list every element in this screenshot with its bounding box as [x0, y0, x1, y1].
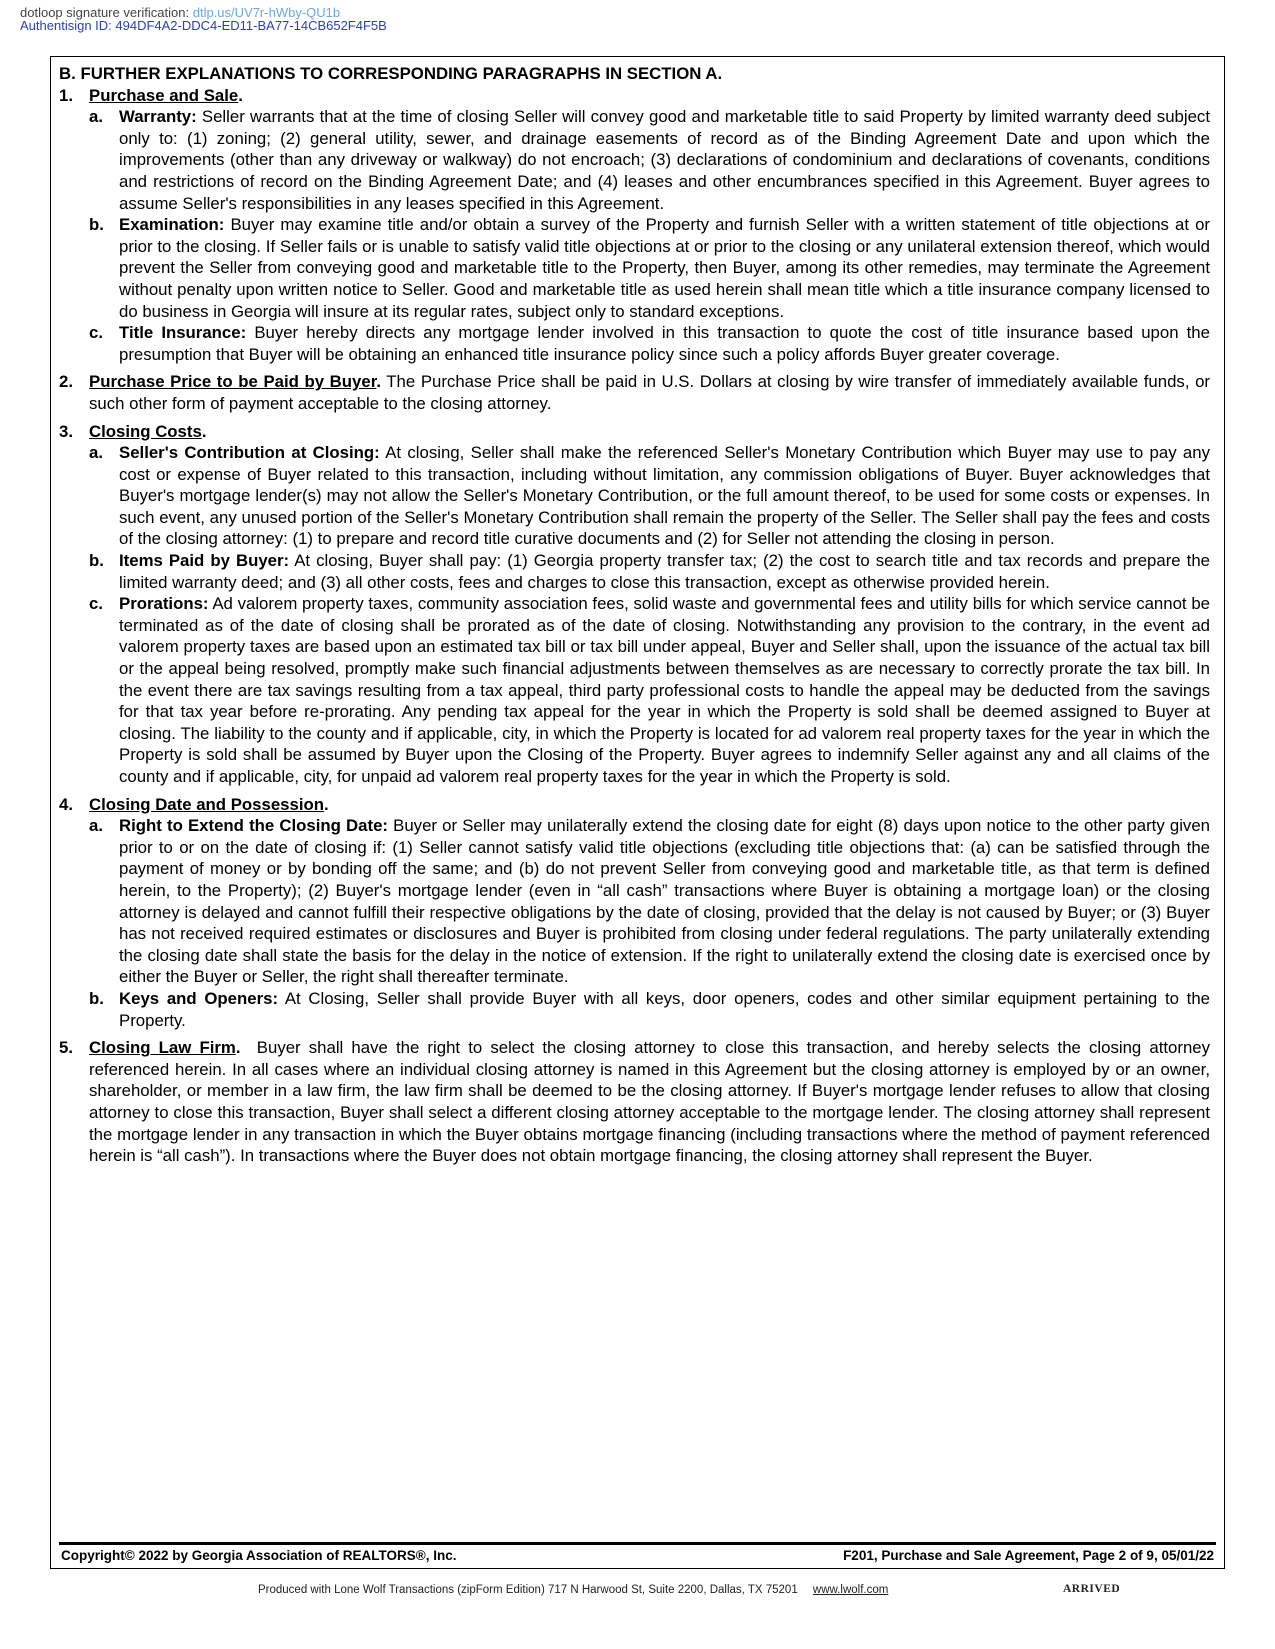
- form-identifier: F201, Purchase and Sale Agreement, Page 2 of 9, 05/01/22: [843, 1548, 1214, 1563]
- verification-label: dotloop signature verification:: [20, 5, 190, 20]
- section-2-purchase-price: 2. Purchase Price to be Paid by Buyer. The Purchase Price shall be paid in U.S. Dollars at closing by wire transfer of immediately available funds, or such other form of payment acceptable to the closing attorney.: [59, 372, 1211, 413]
- subsection-text: Buyer hereby directs any mortgage lender involved in this transaction to quote the cost of title insurance based upon the presumption that Buyer will be obtaining an enhanced title insurance policy since such a policy affords Buyer greater coverage.: [119, 323, 1210, 364]
- produced-with-note: [258, 1584, 888, 1596]
- subsection-title: Warranty:: [119, 107, 197, 127]
- subsection-letter: c.: [89, 594, 103, 614]
- section-title: Purchase Price to be Paid by Buyer: [89, 372, 377, 392]
- produced-with-text: Produced with Lone Wolf Transactions (zipForm Edition) 717 N Harwood St, Suite 2200, Dallas, TX 75201: [258, 1584, 798, 1596]
- section-title: Closing Date and Possession: [89, 794, 324, 814]
- lwolf-link[interactable]: www.lwolf.com: [812, 1584, 889, 1596]
- section-text: Buyer shall have the right to select the closing attorney to close this transaction, and hereby selects the closing attorney referenced herein. In all cases where an individual closing attorney is named in this Agreement but the closing attorney is employed by or an owner, shareholder, or member in a law firm, the law firm shall be deemed to be the closing attorney. If Buyer's mortgage lender refuses to allow that closing attorney to close this transaction, Buyer shall select a different closing attorney acceptable to the mortgage lender. The closing attorney shall represent the mortgage lender in any transaction in which the Buyer obtains mortgage financing (including transactions where the method of payment referenced herein is “all cash”). In transactions where the Buyer does not obtain mortgage financing, the closing attorney shall represent the Buyer.: [89, 1038, 1211, 1166]
- section-title: Purchase and Sale: [89, 85, 239, 105]
- subsection-letter: b.: [89, 551, 104, 571]
- verification-link[interactable]: dtlp.us/UV7r-hWby-QU1b: [192, 5, 341, 20]
- subsection-4b-keys-and-openers: [89, 988, 1210, 1031]
- section-b-heading: B. FURTHER EXPLANATIONS TO CORRESPONDING PARAGRAPHS IN SECTION A.: [59, 64, 723, 83]
- document-frame: [50, 56, 1225, 1569]
- subsection-text: Ad valorem property taxes, community association fees, solid waste and governmental fees and utility bills for which service cannot be terminated as of the date of closing shall be prorated as of the date of closing. Notwithstanding any provision to the contrary, in the event ad valorem property taxes are based upon an estimated tax bill or tax bill under appeal, Buyer and Seller shall, upon the issuance of the actual tax bill or the appeal being resolved, promptly make such financial adjustments between themselves as are necessary to correctly prorate the tax bill. In the event there are tax savings resulting from a tax appeal, third party professional costs to handle the appeal may be deducted from the savings for that tax year before re-prorating. Any pending tax appeal for the year in which the Property is sold shall be deemed assigned to Buyer at closing. The liability to the county and if applicable, city, in which the Property is located for ad valorem real property taxes for the year in which the Property is sold shall be assumed by Buyer upon the Closing of the Property. Buyer agrees to indemnify Seller against any and all claims of the county and if applicable, city, for unpaid ad valorem real property taxes for the year in which the Property is sold.: [119, 594, 1210, 786]
- subsection-1a-warranty: [89, 106, 1210, 214]
- section-1-purchase-and-sale: 1. Purchase and Sale. a. Warranty: Seller warrants that at the time of closing Seller will convey good and marketable title to said Property by limited warranty deed subject only to: (1) zoning; (2) general utility, sewer, and drainage easements of record as of the Binding Agreement Date and upon which the improvements (other than any driveway or walkway) do not encroach; (3) declarations of condominium and declarations of covenants, conditions and restrictions of record on the Binding Agreement Date; and (4) leases and other encumbrances specified in this Agreement. Buyer agrees to assume Seller's responsibilities in any leases specified in this Agreement. b. Examination: Buyer may examine title and/or obtain a survey of the Property and furnish Seller with a written statement of title objections at or prior to the closing. If Seller fails or is unable to satisfy valid title objections at or prior to the closing or any unilateral extension thereof, which would prevent the Seller from conveying good and marketable title to the Property, then Buyer, among its other remedies, may terminate the Agreement without penalty upon written notice to Seller. Good and marketable title as used herein shall mean title which a title insurance company licensed to do business in Georgia will insure at its regular rates, subject only to standard exceptions. c. Title Insurance: Buyer hereby directs any mortgage lender involved in this transaction to quote the cost of title insurance based upon the presumption that Buyer will be obtaining an enhanced title insurance policy since such a policy affords Buyer greater coverage.: [59, 85, 1210, 364]
- section-number: 2.: [59, 372, 73, 392]
- copyright-notice: Copyright© 2022 by Georgia Association of REALTORS®, Inc.: [61, 1548, 457, 1563]
- section-number: 1.: [59, 85, 73, 105]
- section-number: 3.: [59, 421, 73, 441]
- subsection-text: At closing, Seller shall make the referenced Seller's Monetary Contribution which Buyer may use to pay any cost or expense of Buyer related to this transaction, including without limitation, any commission obligations of Buyer. Buyer acknowledges that Buyer's mortgage lender(s) may not allow the Seller's Monetary Contribution, or the full amount thereof, to be used for some costs or expenses. In such event, any unused portion of the Seller's Monetary Contribution shall remain the property of the Seller. The Seller shall pay the fees and costs of the closing attorney: (1) to prepare and record title curative documents and (2) for Seller not attending the closing in person.: [119, 443, 1210, 549]
- subsection-letter: a.: [89, 107, 103, 127]
- section-4-closing-date: 4. Closing Date and Possession. a. Right to Extend the Closing Date: Buyer or Seller may unilaterally extend the closing date for eight (8) days upon notice to the other party given prior to or on the date of closing if: (1) Seller cannot satisfy valid title objections (excluding title objections that: (a) can be satisfied through the payment of money or by bonding off the same; and (b) do not prevent Seller from conveying good and marketable title, as that term is defined herein, to the Property); (2) Buyer's mortgage lender (even in “all cash” transactions where Buyer is obtaining a mortgage loan) or the closing attorney is delayed and cannot fulfill their respective obligations by the date of closing, provided that the delay is not caused by Buyer; or (3) Buyer has not received required estimates or disclosures and Buyer is prohibited from closing under federal regulations. The party unilaterally extending the closing date shall state the basis for the delay in the notice of extension. If the right to unilaterally extend the closing date is exercised once by either the Buyer or Seller, the right shall thereafter terminate. b. Keys and Openers: At Closing, Seller shall provide Buyer with all keys, door openers, codes and other similar equipment pertaining to the Property.: [59, 794, 1210, 1030]
- subsection-1b-examination: [89, 214, 1210, 322]
- subsection-4a-right-to-extend: [89, 815, 1210, 988]
- subsection-1c-title-insurance: [89, 322, 1210, 365]
- subsection-letter: c.: [89, 323, 103, 343]
- subsection-text: Buyer or Seller may unilaterally extend the closing date for eight (8) days upon notice to the other party given prior to or on the date of closing if: (1) Seller cannot satisfy valid title objections (excluding title objections that: (a) can be satisfied through the payment of money or by bonding off the same; and (b) do not prevent Seller from conveying good and marketable title, as that term is defined herein, to the Property); (2) Buyer's mortgage lender (even in “all cash” transactions where Buyer is obtaining a mortgage loan) or the closing attorney is delayed and cannot fulfill their respective obligations by the date of closing, provided that the delay is not caused by Buyer; or (3) Buyer has not received required estimates or disclosures and Buyer is prohibited from closing under federal regulations. The party unilaterally extending the closing date shall state the basis for the delay in the notice of extension. If the right to unilaterally extend the closing date is exercised once by either the Buyer or Seller, the right shall thereafter terminate.: [119, 816, 1210, 987]
- subsection-title: Seller's Contribution at Closing:: [119, 443, 380, 463]
- subsection-letter: b.: [89, 215, 104, 235]
- subsection-3a-seller-contribution: [89, 442, 1210, 550]
- subsection-letter: a.: [89, 443, 103, 463]
- subsection-text: At closing, Buyer shall pay: (1) Georgia property transfer tax; (2) the cost to search title and tax records and prepare the limited warranty deed; and (3) all other costs, fees and charges to close this transaction, except as otherwise provided herein.: [119, 551, 1210, 592]
- arrived-stamp: ARRIVED: [1063, 1583, 1121, 1595]
- section-number: 5.: [59, 1038, 73, 1058]
- section-b-content: [59, 63, 1210, 1167]
- subsection-title: Items Paid by Buyer:: [119, 551, 290, 571]
- subsection-title: Examination:: [119, 215, 225, 235]
- subsection-letter: b.: [89, 988, 104, 1008]
- subsection-title: Right to Extend the Closing Date:: [119, 816, 389, 836]
- subsection-text: Seller warrants that at the time of closing Seller will convey good and marketable title to said Property by limited warranty deed subject only to: (1) zoning; (2) general utility, sewer, and drainage easements of record as of the Binding Agreement Date and upon which the improvements (other than any driveway or walkway) do not encroach; (3) declarations of condominium and declarations of covenants, conditions and restrictions of record on the Binding Agreement Date; and (4) leases and other encumbrances specified in this Agreement. Buyer agrees to assume Seller's responsibilities in any leases specified in this Agreement.: [119, 107, 1210, 213]
- section-number: 4.: [59, 794, 73, 814]
- subsection-title: Keys and Openers:: [119, 988, 279, 1008]
- section-text: The Purchase Price shall be paid in U.S. Dollars at closing by wire transfer of immediately available funds, or such other form of payment acceptable to the closing attorney.: [89, 372, 1211, 413]
- subsection-3c-prorations: [89, 593, 1210, 787]
- section-3-closing-costs: 3. Closing Costs. a. Seller's Contribution at Closing: At closing, Seller shall make the referenced Seller's Monetary Contribution which Buyer may use to pay any cost or expense of Buyer related to this transaction, including without limitation, any commission obligations of Buyer. Buyer acknowledges that Buyer's mortgage lender(s) may not allow the Seller's Monetary Contribution, or the full amount thereof, to be used for some costs or expenses. In such event, any unused portion of the Seller's Monetary Contribution shall remain the property of the Seller. The Seller shall pay the fees and costs of the closing attorney: (1) to prepare and record title curative documents and (2) for Seller not attending the closing in person. b. Items Paid by Buyer: At closing, Buyer shall pay: (1) Georgia property transfer tax; (2) the cost to search title and tax records and prepare the limited warranty deed; and (3) all other costs, fees and charges to close this transaction, except as otherwise provided herein. c. Prorations: Ad valorem property taxes, community association fees, solid waste and governmental fees and utility bills for which service cannot be terminated as of the date of closing shall be prorated as of the date of closing. Notwithstanding any provision to the contrary, in the event ad valorem property taxes are based upon an estimated tax bill or tax bill under appeal, Buyer and Seller shall, upon the issuance of the actual tax bill or the appeal being resolved, promptly make such financial adjustments between themselves as are necessary to correctly prorate the tax bill. In the event there are tax savings resulting from a tax appeal, third party professional costs to handle the appeal may be deducted from the savings for that tax year before re-prorating. Any pending tax appeal for the year in which the Property is sold shall be deemed assigned to Buyer at closing. The liability to the county and if applicable, city, in which the Property is located for ad valorem real property taxes for the year in which the Property is sold shall be assumed by Buyer upon the Closing of the Property. Buyer agrees to indemnify Seller against any and all claims of the county and if applicable, city, for unpaid ad valorem real property taxes for the year in which the Property is sold.: [59, 421, 1210, 786]
- subsection-title: Prorations:: [119, 594, 209, 614]
- subsection-text: At Closing, Seller shall provide Buyer with all keys, door openers, codes and other similar equipment pertaining to the Property.: [119, 988, 1210, 1030]
- subsection-title: Title Insurance:: [119, 323, 247, 343]
- authentisign-id: Authentisign ID: 494DF4A2-DDC4-ED11-BA77-14CB652F4F5B: [20, 18, 387, 33]
- section-title: Closing Law Firm: [89, 1038, 236, 1058]
- subsection-letter: a.: [89, 816, 103, 836]
- footer-divider: [59, 1542, 1216, 1545]
- subsection-3b-items-paid-by-buyer: [89, 550, 1210, 593]
- section-5-closing-law-firm: 5. Closing Law Firm. Buyer shall have the right to select the closing attorney to close this transaction, and hereby selects the closing attorney referenced herein. In all cases where an individual closing attorney is named in this Agreement but the closing attorney is employed by or an owner, shareholder, or member in a law firm, the law firm shall be deemed to be the closing attorney. If Buyer's mortgage lender refuses to allow that closing attorney to close this transaction, Buyer shall select a different closing attorney acceptable to the mortgage lender. The closing attorney shall represent the mortgage lender in any transaction in which the Buyer obtains mortgage financing (including transactions where the method of payment referenced herein is “all cash”). In transactions where the Buyer does not obtain mortgage financing, the closing attorney shall represent the Buyer.: [59, 1038, 1211, 1166]
- section-title: Closing Costs: [89, 421, 202, 441]
- subsection-text: Buyer may examine title and/or obtain a survey of the Property and furnish Seller with a written statement of title objections at or prior to the closing. If Seller fails or is unable to satisfy valid title objections at or prior to the closing or any unilateral extension thereof, which would prevent the Seller from conveying good and marketable title to the Property, then Buyer, among its other remedies, may terminate the Agreement without penalty upon written notice to Seller. Good and marketable title as used herein shall mean title which a title insurance company licensed to do business in Georgia will insure at its regular rates, subject only to standard exceptions.: [119, 215, 1210, 321]
